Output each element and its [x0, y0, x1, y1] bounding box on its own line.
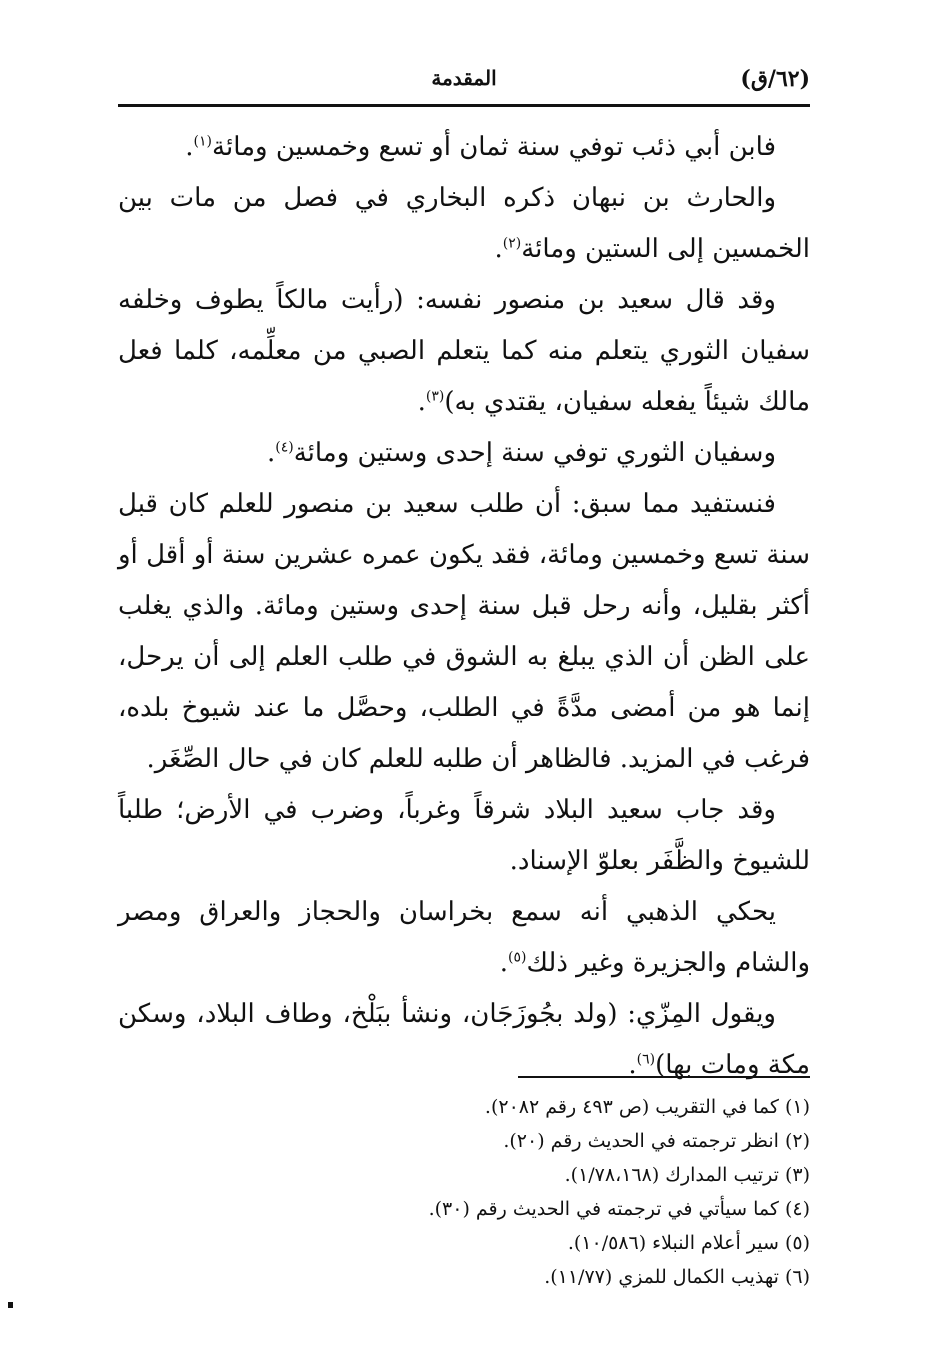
footnote-number: (٤): [784, 1198, 810, 1220]
paragraph-text: فنستفيد مما سبق: أن طلب سعيد بن منصور للعلم كان قبل سنة تسع وخمسين ومائة، فقد يكون عمره عشرين سنة أو أقل أو أكثر بقليل، وأنه رحل قبل سنة إحدى وستين ومائة. والذي يغلب على الظن أن الذي يبلغ به الشوق في طلب العلم إلى أن يرحل، إنما هو من أمضى مدَّةً في الطلب، وحصَّل ما عند شيوخ بلده، فرغب في المزيد. فالظاهر أن طلبه للعلم كان في حال الصِّغَر.: [118, 489, 810, 774]
footnote-text: تهذيب الكمال للمزي (١١/٧٧).: [544, 1266, 779, 1288]
paragraph: [118, 785, 810, 887]
paragraph-text: يحكي الذهبي أنه سمع بخراسان والحجاز والعراق ومصر والشام والجزيرة وغير ذلك: [118, 897, 810, 978]
footnote-marker: (٦): [636, 1051, 656, 1068]
paragraph: [118, 887, 810, 989]
paragraph-end: .: [417, 387, 426, 417]
footnote-marker: (٤): [275, 439, 294, 456]
paragraph: [118, 428, 810, 479]
paragraph-text: وسفيان الثوري توفي سنة إحدى وستين ومائة: [293, 438, 776, 468]
book-page: [118, 60, 810, 1320]
paragraph-text: فابن أبي ذئب توفي سنة ثمان أو تسع وخمسين ومائة: [212, 132, 776, 162]
footnote-number: (٦): [784, 1266, 810, 1288]
footnote: [118, 1158, 810, 1192]
paragraph-end: .: [494, 234, 503, 264]
footnote-marker: (٥): [508, 949, 527, 966]
paragraph-end: .: [185, 132, 194, 162]
footnote-text: سير أعلام النبلاء (١٠/٥٨٦).: [567, 1232, 779, 1254]
paragraph-text: وقد قال سعيد بن منصور نفسه: (رأيت مالكاً يطوف وخلفه سفيان الثوري يتعلم منه كما يتعلم الصبي من معلِّمه، كلما فعل مالك شيئاً يفعله سفيان، يقتدي به): [118, 285, 810, 417]
footnote-marker: (٢): [502, 235, 522, 252]
paragraph-end: .: [266, 438, 276, 468]
footnote: [118, 1260, 810, 1294]
footnote-number: (١): [784, 1096, 810, 1118]
footnote-number: (٣): [784, 1164, 810, 1186]
footnote: [118, 1090, 810, 1124]
footnote: [118, 1226, 810, 1260]
paragraph: [118, 122, 810, 173]
body-text: [118, 122, 810, 1091]
footnote-marker: (١): [193, 133, 213, 150]
footnote-separator: [518, 1076, 810, 1078]
footnote-text: ترتيب المدارك (١/٧٨،١٦٨).: [564, 1164, 779, 1186]
footnote-text: كما سيأتي في ترجمته في الحديث رقم (٣٠).: [428, 1198, 779, 1220]
paragraph-end: .: [628, 1050, 637, 1080]
paragraph: [118, 173, 810, 275]
footnote: [118, 1192, 810, 1226]
paragraph: [118, 275, 810, 428]
footnote-number: (٢): [784, 1130, 810, 1152]
footnote-number: (٥): [784, 1232, 810, 1254]
section-title: المقدمة: [431, 66, 497, 90]
footnote: [118, 1124, 810, 1158]
running-head: [118, 60, 810, 100]
scan-speck: [8, 1302, 13, 1308]
paragraph-text: والحارث بن نبهان ذكره البخاري في فصل من مات بين الخمسين إلى الستين ومائة: [118, 183, 810, 264]
paragraph-text: ويقول المِزّي: (ولد بجُوزَجَان، ونشأ ببَلْخ، وطاف البلاد، وسكن مكة ومات بها): [118, 999, 810, 1080]
footnote-marker: (٣): [425, 388, 445, 405]
folio-reference: (٦٢/ق): [740, 66, 810, 92]
paragraph: [118, 479, 810, 785]
footnotes: [118, 1090, 810, 1294]
footnote-text: انظر ترجمته في الحديث رقم (٢٠).: [503, 1130, 779, 1152]
paragraph-text: وقد جاب سعيد البلاد شرقاً وغرباً، وضرب في الأرض؛ طلباً للشيوخ والظَّفَر بعلوّ الإسناد.: [118, 795, 810, 876]
paragraph-end: .: [499, 948, 509, 978]
header-rule: [118, 104, 810, 107]
footnote-text: كما في التقريب (ص ٤٩٣ رقم ٢٠٨٢).: [484, 1096, 779, 1118]
